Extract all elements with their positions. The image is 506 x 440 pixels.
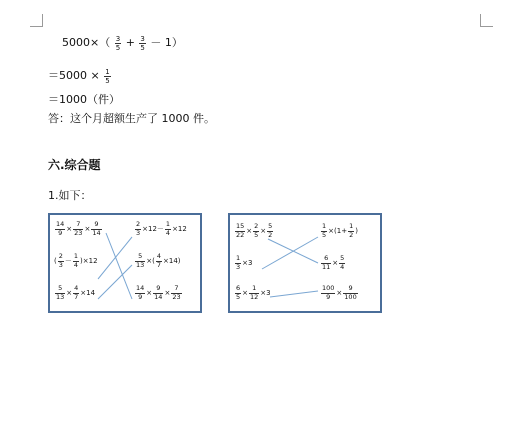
- numerator: 6: [236, 284, 241, 292]
- expression-text: ×(: [146, 257, 155, 265]
- expression-text: ×: [260, 227, 267, 235]
- fraction: [343, 285, 357, 301]
- numerator: 9: [91, 221, 101, 230]
- numerator: 1: [249, 285, 259, 294]
- numerator: 5: [340, 254, 345, 262]
- numerator: 2: [136, 220, 141, 228]
- denominator: 2: [349, 230, 354, 239]
- expression-text: ×: [66, 225, 73, 233]
- expression-text: ×: [84, 225, 91, 233]
- numerator: 100: [322, 284, 335, 292]
- numerator: 6: [321, 255, 331, 264]
- math-expression: [54, 221, 103, 237]
- expression-text: )×12: [80, 257, 98, 265]
- fraction: [235, 285, 241, 301]
- denominator: 3: [58, 260, 63, 269]
- math-expression: [134, 253, 181, 269]
- math-expression: [54, 253, 98, 269]
- denominator: 23: [74, 228, 83, 237]
- fraction: [253, 223, 259, 239]
- matching-figure-left: [48, 213, 202, 313]
- denominator: 100: [344, 292, 357, 301]
- expression-text: ×: [164, 289, 171, 297]
- fraction: [58, 253, 64, 269]
- fraction: $\frac{3}{5}$: [140, 34, 145, 52]
- fraction: [73, 221, 83, 237]
- numerator: 2: [58, 252, 63, 260]
- math-expression: [54, 285, 95, 301]
- fraction: [156, 253, 162, 269]
- matching-figure-right: [228, 213, 382, 313]
- denominator: 11: [322, 262, 331, 271]
- numerator: 4: [74, 284, 79, 292]
- fraction: [165, 221, 171, 237]
- fraction: [135, 285, 145, 301]
- fraction: [55, 221, 65, 237]
- expression-text: ×: [336, 289, 343, 297]
- expression-text: ×: [332, 259, 339, 267]
- plus-sign: +: [125, 36, 135, 49]
- connector-line: [106, 233, 132, 299]
- math-expression: [320, 255, 346, 271]
- denominator: 7: [156, 260, 162, 269]
- numerator: 14: [136, 284, 145, 292]
- denominator: 14: [92, 228, 101, 237]
- solution-line-2: [48, 67, 112, 85]
- denominator: 5: [254, 230, 259, 239]
- numerator: 5: [268, 222, 273, 230]
- denominator: 22: [236, 230, 245, 239]
- fraction: [249, 285, 259, 301]
- question-label: 1.如下：: [48, 189, 92, 202]
- expression-text: ×: [246, 227, 253, 235]
- fraction: [348, 223, 354, 239]
- fraction: [73, 253, 79, 269]
- expression-text: ×12－: [142, 225, 164, 233]
- denominator: 4: [340, 262, 345, 271]
- expression-text: ×: [242, 289, 249, 297]
- fraction: [321, 285, 335, 301]
- denominator: 4: [73, 260, 79, 269]
- fraction: [321, 223, 327, 239]
- math-expression: [234, 223, 274, 239]
- answer-text: 答：这个月超额生产了 1000 件。: [48, 112, 215, 125]
- connector-line: [98, 265, 132, 299]
- expression-text: ×3: [242, 259, 253, 267]
- numerator: 9: [153, 285, 163, 294]
- numerator: 7: [73, 221, 83, 230]
- page-corner-mark-top-right: [480, 14, 493, 27]
- denominator: 13: [56, 292, 65, 301]
- numerator: 1: [236, 254, 241, 262]
- fraction: [267, 223, 273, 239]
- fraction: [135, 221, 141, 237]
- fraction: [235, 255, 241, 271]
- expression-text: ×: [66, 289, 73, 297]
- fraction: [171, 285, 181, 301]
- fraction: [91, 221, 101, 237]
- fraction: [339, 255, 345, 271]
- denominator: 9: [58, 228, 63, 237]
- fraction: $\frac{3}{5}$: [115, 34, 121, 52]
- numerator: 2: [254, 222, 259, 230]
- math-expression: [134, 285, 183, 301]
- numerator: 9: [343, 285, 357, 294]
- numerator: 1: [349, 222, 354, 230]
- connector-line: [270, 291, 318, 297]
- line1-lead: 5000×（: [62, 36, 111, 49]
- fraction: $\frac{1}{5}$: [105, 67, 110, 85]
- expression-text: ×(1+: [328, 227, 348, 235]
- denominator: 3: [136, 228, 141, 237]
- denominator: 4: [165, 228, 171, 237]
- page-corner-mark-top-left: [30, 14, 43, 27]
- denominator: 9: [326, 292, 331, 301]
- connector-line: [262, 237, 318, 269]
- denominator: 2: [268, 230, 273, 239]
- expression-text: －: [64, 257, 72, 265]
- math-expression: [134, 221, 187, 237]
- math-expression: [234, 285, 271, 301]
- denominator: 23: [172, 292, 181, 301]
- math-expression: [320, 285, 359, 301]
- fraction: [153, 285, 163, 301]
- fraction: [55, 285, 65, 301]
- denominator: 14: [154, 292, 163, 301]
- expression-text: ×12: [172, 225, 187, 233]
- expression-text: (: [54, 257, 57, 265]
- expression-text: ×3: [260, 289, 271, 297]
- numerator: 5: [135, 253, 145, 262]
- math-expression: [234, 255, 252, 271]
- math-expression: [320, 223, 358, 239]
- denominator: 5: [236, 292, 241, 301]
- expression-text: ×: [146, 289, 153, 297]
- denominator: 5: [322, 230, 327, 239]
- fraction: [135, 253, 145, 269]
- section-heading: 六.综合题: [48, 158, 101, 172]
- denominator: 12: [250, 292, 259, 301]
- connector-line: [98, 237, 132, 279]
- expression-text: ×14: [80, 289, 96, 297]
- numerator: 14: [56, 220, 65, 228]
- numerator: 15: [236, 222, 245, 230]
- denominator: 3: [236, 262, 241, 271]
- numerator: 1: [165, 220, 171, 228]
- expression-text: ×14): [163, 257, 181, 265]
- denominator: 9: [138, 292, 143, 301]
- solution-line-3: ＝1000（件）: [48, 93, 120, 106]
- denominator: 13: [136, 260, 145, 269]
- numerator: 5: [55, 285, 65, 294]
- numerator: 4: [156, 252, 162, 260]
- fraction: [73, 285, 79, 301]
- line2-lead: ＝5000 ×: [48, 69, 100, 82]
- solution-line-1: [62, 34, 183, 52]
- line1-tail: － 1）: [150, 36, 183, 49]
- denominator: 7: [74, 292, 79, 301]
- numerator: 7: [171, 285, 181, 294]
- numerator: 1: [322, 222, 327, 230]
- fraction: [235, 223, 245, 239]
- numerator: 1: [73, 252, 79, 260]
- expression-text: ): [355, 227, 358, 235]
- fraction: [321, 255, 331, 271]
